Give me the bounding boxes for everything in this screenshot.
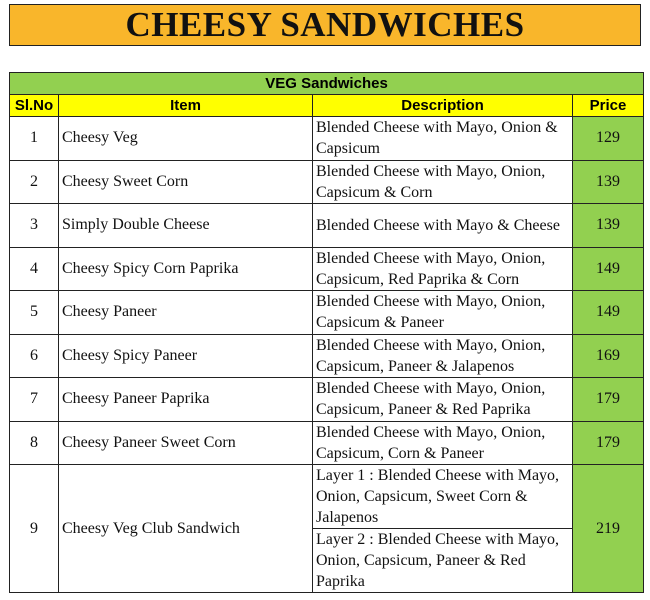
row-number: 2 [10, 160, 59, 204]
row-number: 3 [10, 204, 59, 248]
section-title: VEG Sandwiches [10, 73, 644, 95]
item-price: 139 [573, 204, 644, 248]
row-number: 6 [10, 334, 59, 378]
item-price: 179 [573, 378, 644, 422]
item-description: Blended Cheese with Mayo, Onion, Capsicum, Paneer & Red Paprika [313, 378, 573, 422]
row-number: 8 [10, 421, 59, 465]
item-name: Cheesy Veg [59, 117, 313, 161]
header-no: Sl.No [10, 95, 59, 117]
item-name: Cheesy Spicy Paneer [59, 334, 313, 378]
item-description-layer-1: Layer 1 : Blended Cheese with Mayo, Onion, Capsicum, Sweet Corn & Jalapenos [313, 465, 573, 529]
item-price: 149 [573, 247, 644, 291]
table-row-club-layer-1 [10, 465, 644, 529]
table-row [10, 160, 644, 204]
item-description: Blended Cheese with Mayo, Onion, Capsicum & Corn [313, 160, 573, 204]
row-number: 1 [10, 117, 59, 161]
item-name: Cheesy Paneer Sweet Corn [59, 421, 313, 465]
item-price: 169 [573, 334, 644, 378]
section-header-row [10, 73, 644, 95]
item-description-layer-2: Layer 2 : Blended Cheese with Mayo, Onion, Capsicum, Paneer & Red Paprika [313, 529, 573, 593]
item-name: Cheesy Paneer Paprika [59, 378, 313, 422]
item-name: Cheesy Spicy Corn Paprika [59, 247, 313, 291]
header-description: Description [313, 95, 573, 117]
item-name: Simply Double Cheese [59, 204, 313, 248]
header-price: Price [573, 95, 644, 117]
item-price: 149 [573, 291, 644, 335]
table-row [10, 247, 644, 291]
item-description: Blended Cheese with Mayo, Onion, Capsicum, Red Paprika & Corn [313, 247, 573, 291]
item-description: Blended Cheese with Mayo, Onion, Capsicum & Paneer [313, 291, 573, 335]
item-description: Blended Cheese with Mayo, Onion, Capsicum, Corn & Paneer [313, 421, 573, 465]
item-description: Blended Cheese with Mayo, Onion & Capsicum [313, 117, 573, 161]
row-number: 5 [10, 291, 59, 335]
page-title: CHEESY SANDWICHES [9, 4, 641, 46]
item-name: Cheesy Paneer [59, 291, 313, 335]
table-row [10, 117, 644, 161]
table-row [10, 204, 644, 248]
column-header-row [10, 95, 644, 117]
item-price: 129 [573, 117, 644, 161]
table-row [10, 291, 644, 335]
item-price: 179 [573, 421, 644, 465]
row-number: 7 [10, 378, 59, 422]
item-name: Cheesy Veg Club Sandwich [59, 465, 313, 593]
item-price: 139 [573, 160, 644, 204]
item-price: 219 [573, 465, 644, 593]
table-row [10, 421, 644, 465]
table-row [10, 378, 644, 422]
menu-table [9, 72, 644, 593]
item-description: Blended Cheese with Mayo, Onion, Capsicum, Paneer & Jalapenos [313, 334, 573, 378]
row-number: 4 [10, 247, 59, 291]
item-name: Cheesy Sweet Corn [59, 160, 313, 204]
row-number: 9 [10, 465, 59, 593]
item-description: Blended Cheese with Mayo & Cheese [313, 204, 573, 248]
header-item: Item [59, 95, 313, 117]
table-row [10, 334, 644, 378]
